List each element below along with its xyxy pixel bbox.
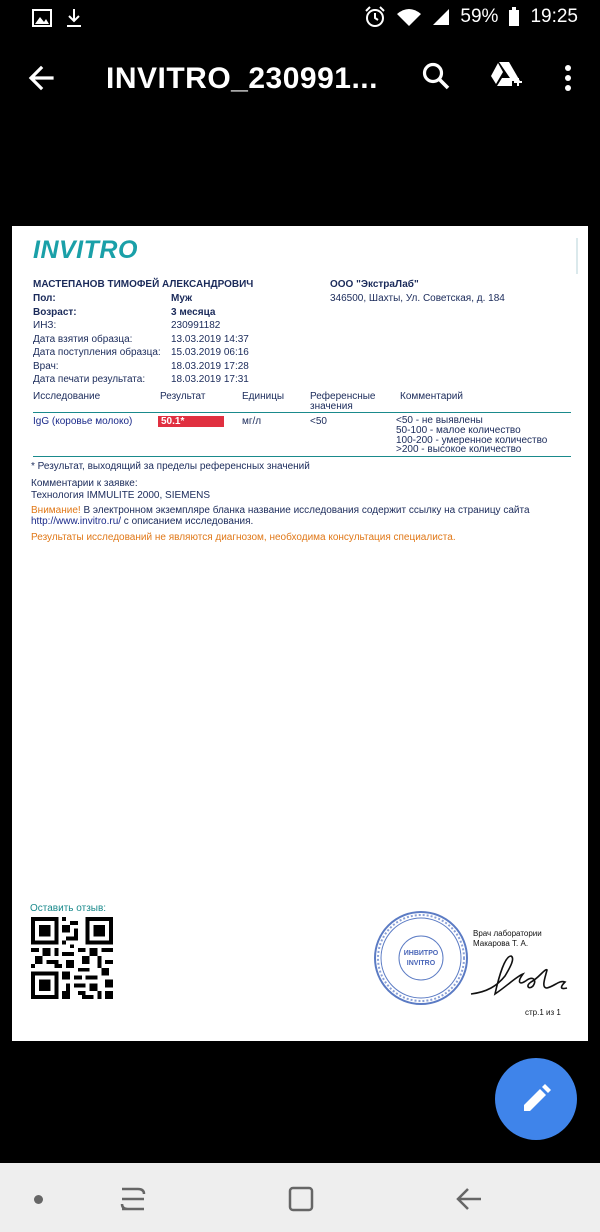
info-value: Муж xyxy=(171,293,193,304)
search-button[interactable] xyxy=(420,60,452,92)
file-title: INVITRO_230991... xyxy=(106,62,378,95)
app-bar xyxy=(0,38,600,118)
more-options-button[interactable] xyxy=(558,62,578,94)
svg-text:INVITRO: INVITRO xyxy=(406,960,436,967)
alarm-icon xyxy=(364,6,386,28)
test-name-link[interactable]: IgG (коровье молоко) xyxy=(33,416,133,427)
divider xyxy=(576,238,578,274)
lab-address: 346500, Шахты, Ул. Советская, д. 184 xyxy=(330,293,505,304)
status-bar xyxy=(0,0,600,38)
table-divider xyxy=(33,412,571,413)
disclaimer: Результаты исследований не являются диагнозом, необходима консультация специалиста. xyxy=(31,532,456,543)
page-number: стр.1 из 1 xyxy=(525,1008,561,1017)
result-value: 50.1* xyxy=(158,416,224,427)
column-header: Исследование xyxy=(33,391,101,402)
invitro-logo: INVITRO xyxy=(33,236,138,264)
info-label: Дата взятия образца: xyxy=(33,333,133,345)
patient-name: МАСТЕПАНОВ ТИМОФЕЙ АЛЕКСАНДРОВИЧ xyxy=(33,279,254,290)
more-vert-icon xyxy=(558,62,578,94)
home-icon xyxy=(287,1185,315,1213)
doctor-name: Макарова Т. А. xyxy=(473,939,529,948)
footnote: * Результат, выходящий за пределы референсных значений xyxy=(31,461,310,472)
back-button[interactable] xyxy=(24,60,60,96)
info-value: 13.03.2019 14:37 xyxy=(171,333,249,345)
drive-add-icon xyxy=(488,60,524,94)
comment-line: 50-100 - малое количество xyxy=(396,424,521,436)
comment-line: <50 - не выявлены xyxy=(396,415,483,426)
clock-time: 19:25 xyxy=(530,6,578,27)
nav-dot-icon[interactable] xyxy=(34,1195,43,1204)
gallery-icon xyxy=(32,9,52,27)
info-value: 18.03.2019 17:28 xyxy=(171,360,249,372)
info-value: 15.03.2019 06:16 xyxy=(171,347,249,358)
search-icon xyxy=(420,60,452,92)
doctor-title: Врач лаборатории xyxy=(473,929,542,938)
arrow-left-icon xyxy=(24,60,60,96)
recents-button[interactable] xyxy=(118,1185,148,1213)
attention-word: Внимание! xyxy=(31,505,81,516)
seal-stamp-image xyxy=(372,909,470,1007)
site-note xyxy=(31,516,253,527)
attention-note xyxy=(31,505,571,516)
info-label: Врач: xyxy=(33,360,59,372)
pdf-page xyxy=(12,226,588,1041)
home-button[interactable] xyxy=(287,1185,315,1213)
add-to-drive-button[interactable] xyxy=(488,60,524,94)
site-link[interactable]: http://www.invitro.ru/ xyxy=(31,516,122,527)
result-units: мг/л xyxy=(242,416,262,427)
pencil-icon xyxy=(520,1083,552,1115)
review-label: Оставить отзыв: xyxy=(30,903,107,914)
svg-text:ИНВИТРО: ИНВИТРО xyxy=(403,950,439,957)
battery-percent: 59% xyxy=(460,6,499,27)
signal-icon xyxy=(432,8,450,26)
signature-image xyxy=(467,946,577,1006)
column-header: Референсные значения xyxy=(310,391,376,412)
column-header: Результат xyxy=(160,391,206,402)
recents-icon xyxy=(118,1185,148,1213)
info-value: 18.03.2019 17:31 xyxy=(171,374,249,385)
edit-fab-button[interactable] xyxy=(495,1058,577,1140)
wifi-icon xyxy=(396,7,422,27)
attention-text: В электронном экземпляре бланка название исследования содержит ссылку на страницу сайта xyxy=(80,505,530,516)
battery-icon xyxy=(508,7,520,27)
back-arrow-icon xyxy=(454,1185,484,1213)
info-label: Дата поступления образца: xyxy=(33,347,161,358)
qr-code-image xyxy=(31,917,113,999)
comment-line: 100-200 - умеренное количество xyxy=(396,434,548,446)
comments-label: Комментарии к заявке: xyxy=(31,478,138,489)
info-value: 230991182 xyxy=(171,320,221,331)
table-divider xyxy=(33,456,571,457)
info-label: Пол: xyxy=(33,293,56,304)
navigation-bar xyxy=(0,1163,600,1232)
site-suffix: с описанием исследования. xyxy=(121,516,254,527)
result-comments xyxy=(396,416,547,455)
info-label: ИНЗ: xyxy=(33,320,57,331)
download-icon xyxy=(66,8,82,28)
lab-name: ООО "ЭкстраЛаб" xyxy=(330,279,419,290)
column-header: Комментарий xyxy=(400,391,463,402)
column-header: Единицы xyxy=(242,391,285,402)
reference-value: <50 xyxy=(310,416,327,427)
doctor-signature xyxy=(467,946,577,1006)
info-label: Возраст: xyxy=(33,306,77,318)
lab-seal xyxy=(372,909,470,1007)
qr-code[interactable] xyxy=(31,917,113,999)
info-value: 3 месяца xyxy=(171,306,216,318)
technology: Технология IMMULITE 2000, SIEMENS xyxy=(31,490,211,501)
info-label: Дата печати результата: xyxy=(33,374,146,385)
nav-back-button[interactable] xyxy=(454,1185,484,1213)
comment-line: >200 - высокое количество xyxy=(396,444,522,456)
